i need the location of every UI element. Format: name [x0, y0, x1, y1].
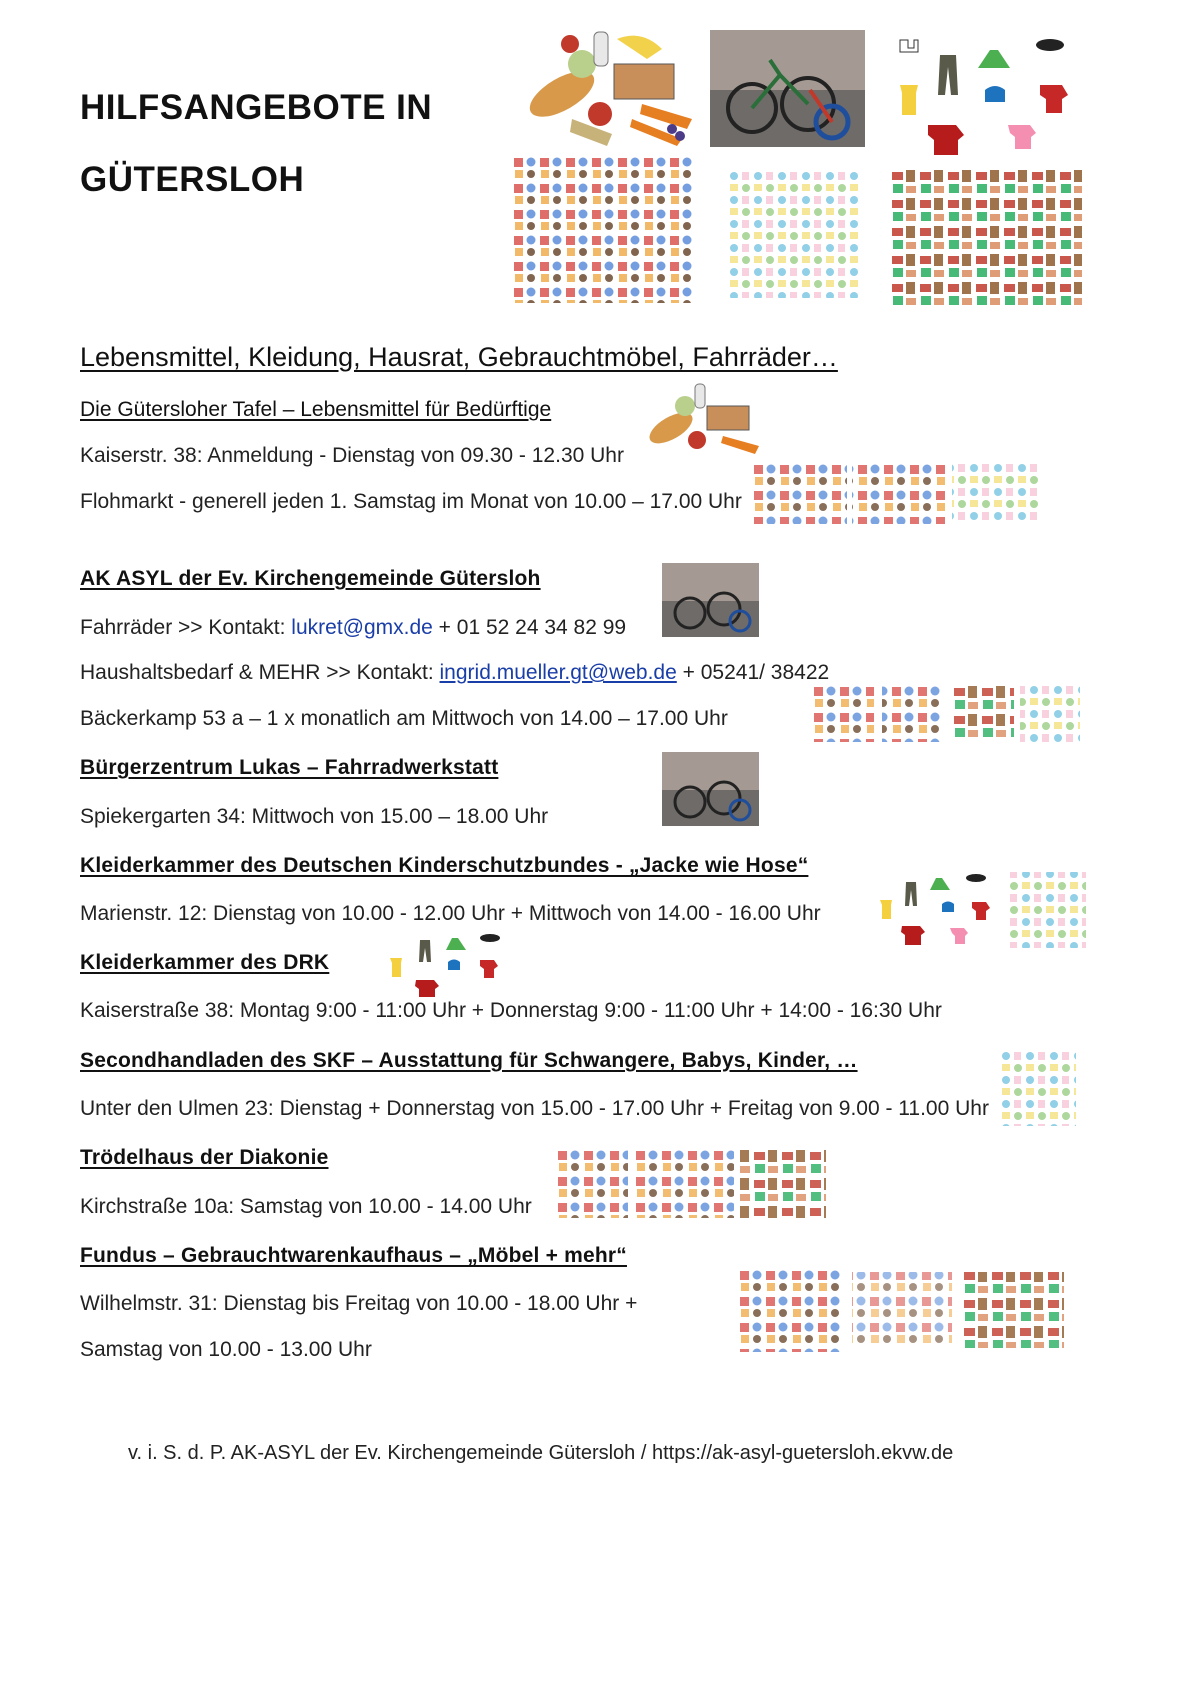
tafel-address-line: Kaiserstr. 38: Anmeldung - Dienstag von 09.30 - 12.30 Uhr	[80, 444, 624, 467]
kinderschutz-clothing-clipart	[876, 868, 1086, 950]
email-link-ingrid[interactable]: ingrid.mueller.gt@web.de	[439, 661, 677, 684]
akasyl-bikes-line	[80, 616, 626, 640]
clothing-clipart-image	[890, 30, 1080, 158]
baby-items-clipart-image	[728, 170, 858, 298]
akasyl-household-label: Haushaltsbedarf & MEHR >> Kontakt:	[80, 661, 440, 684]
furniture-clipart-image	[890, 168, 1082, 310]
akasyl-bikes-label: Fahrräder >> Kontakt:	[80, 616, 292, 639]
page-title-line-2: GÜTERSLOH	[80, 160, 305, 199]
section-title: Lebensmittel, Kleidung, Hausrat, Gebrauchtmöbel, Fahrräder…	[80, 342, 838, 372]
drk-address-line: Kaiserstraße 38: Montag 9:00 - 11:00 Uhr + Donnerstag 9:00 - 11:00 Uhr + 14:00 - 16:30 Uhr	[80, 999, 942, 1022]
diakonie-heading: Trödelhaus der Diakonie	[80, 1146, 329, 1169]
diakonie-clipart	[556, 1148, 826, 1220]
diakonie-address-line: Kirchstraße 10a: Samstag von 10.00 - 14.00 Uhr	[80, 1195, 532, 1218]
skf-address-line: Unter den Ulmen 23: Dienstag + Donnerstag von 15.00 - 17.00 Uhr + Freitag von 9.00 - 11.00 Uhr	[80, 1097, 989, 1120]
akasyl-heading: AK ASYL der Ev. Kirchengemeinde Gütersloh	[80, 567, 541, 590]
skf-baby-items-clipart	[1000, 1050, 1076, 1126]
lukas-address-line: Spiekergarten 34: Mittwoch von 15.00 – 18.00 Uhr	[80, 805, 549, 828]
akasyl-household-clipart	[812, 684, 1080, 742]
lukas-bicycles-photo	[662, 752, 759, 826]
fundus-clipart	[738, 1268, 1064, 1352]
fundus-address-line-2: Samstag von 10.00 - 13.00 Uhr	[80, 1338, 372, 1361]
bicycles-photo	[710, 30, 865, 147]
food-clipart-image	[522, 24, 700, 149]
akasyl-bikes-phone: + 01 52 24 34 82 99	[432, 616, 627, 639]
drk-clothing-clipart	[386, 930, 504, 998]
skf-heading: Secondhandladen des SKF – Ausstattung für Schwangere, Babys, Kinder, …	[80, 1049, 858, 1072]
kinderschutz-heading: Kleiderkammer des Deutschen Kinderschutzbundes - „Jacke wie Hose“	[80, 854, 809, 877]
akasyl-household-line	[80, 661, 829, 685]
drk-heading: Kleiderkammer des DRK	[80, 951, 330, 974]
fundus-heading: Fundus – Gebrauchtwarenkaufhaus – „Möbel + mehr“	[80, 1244, 627, 1267]
tafel-flohmarkt-line: Flohmarkt - generell jeden 1. Samstag im Monat von 10.00 – 17.00 Uhr	[80, 490, 742, 513]
tafel-flohmarkt-clipart	[752, 462, 1042, 524]
kinderschutz-address-line: Marienstr. 12: Dienstag von 10.00 - 12.00 Uhr + Mittwoch von 14.00 - 16.00 Uhr	[80, 902, 821, 925]
page-title-line-1: HILFSANGEBOTE IN	[80, 88, 433, 127]
akasyl-bicycles-photo	[662, 563, 759, 637]
tafel-food-clipart	[645, 378, 763, 466]
fundus-address-line-1: Wilhelmstr. 31: Dienstag bis Freitag von 10.00 - 18.00 Uhr +	[80, 1292, 638, 1315]
household-clipart-image	[512, 155, 692, 303]
akasyl-address-line: Bäckerkamp 53 a – 1 x monatlich am Mittwoch von 14.00 – 17.00 Uhr	[80, 707, 728, 730]
tafel-heading: Die Gütersloher Tafel – Lebensmittel für Bedürftige	[80, 398, 552, 421]
footer-imprint: v. i. S. d. P. AK-ASYL der Ev. Kirchengemeinde Gütersloh / https://ak-asyl-guetersloh.ekvw.de	[128, 1442, 954, 1464]
akasyl-household-phone: + 05241/ 38422	[676, 661, 830, 684]
lukas-heading: Bürgerzentrum Lukas – Fahrradwerkstatt	[80, 756, 499, 779]
email-link-lukret[interactable]: lukret@gmx.de	[291, 616, 433, 639]
